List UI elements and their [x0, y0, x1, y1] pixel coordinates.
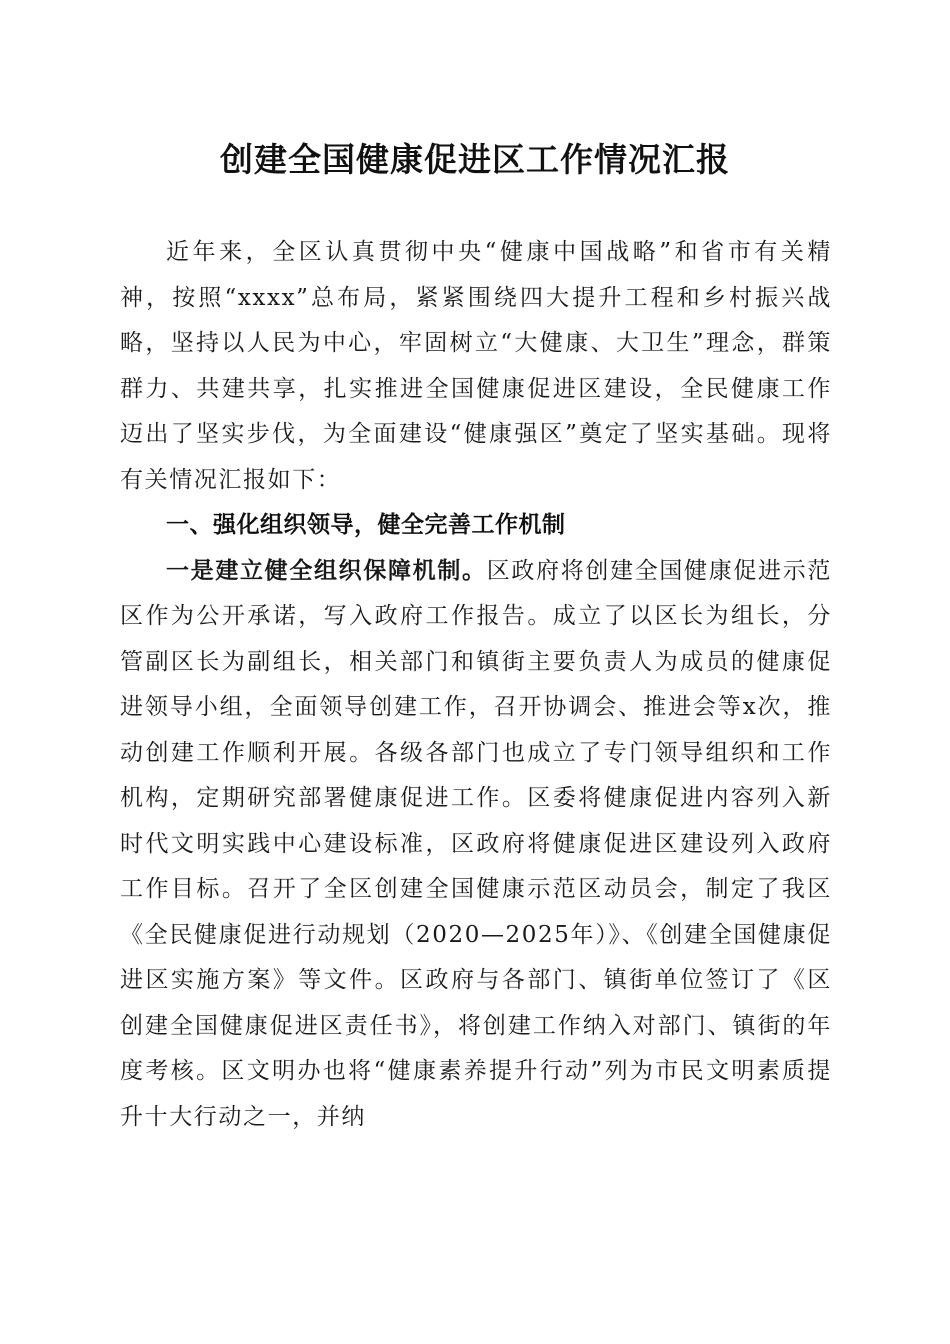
document-title: 创建全国健康促进区工作情况汇报: [220, 140, 730, 179]
document-body: [120, 230, 832, 1140]
paragraph-lead: 一是建立健全组织保障机制。: [166, 557, 487, 584]
intro-paragraph: 近年来，全区认真贯彻中央“健康中国战略”和省市有关精神，按照“xxxx”总布局，紧紧围绕四大提升工程和乡村振兴战略，坚持以人民为中心，牢固树立“大健康、大卫生”理念，群策群力、共建共享，扎实推进全国健康促进区建设，全民健康工作迈出了坚实步伐，为全面建设“健康强区”奠定了坚实基础。现将有关情况汇报如下：: [120, 239, 832, 493]
paragraph-text: 区政府将创建全国健康促进示范区作为公开承诺，写入政府工作报告。成立了以区长为组长，分管副区长为副组长，相关部门和镇街主要负责人为成员的健康促进领导小组，全面领导创建工作，召开协调会、推进会等x次，推动创建工作顺利开展。各级各部门也成立了专门领导组织和工作机构，定期研究部署健康促进工作。区委将健康促进内容列入新时代文明实践中心建设标准，区政府将健康促进区建设列入政府工作目标。召开了全区创建全国健康示范区动员会，制定了我区《全民健康促进行动规划（2020—2025年）》、《创建全国健康促进区实施方案》等文件。区政府与各部门、镇街单位签订了《区创建全国健康促进区责任书》，将创建工作纳入对部门、镇街的年度考核。区文明办也将“健康素养提升行动”列为市民文明素质提升十大行动之一，并纳: [120, 557, 832, 1130]
section-heading: 一、强化组织领导，健全完善工作机制: [166, 512, 566, 538]
section-paragraph: [120, 549, 832, 1141]
